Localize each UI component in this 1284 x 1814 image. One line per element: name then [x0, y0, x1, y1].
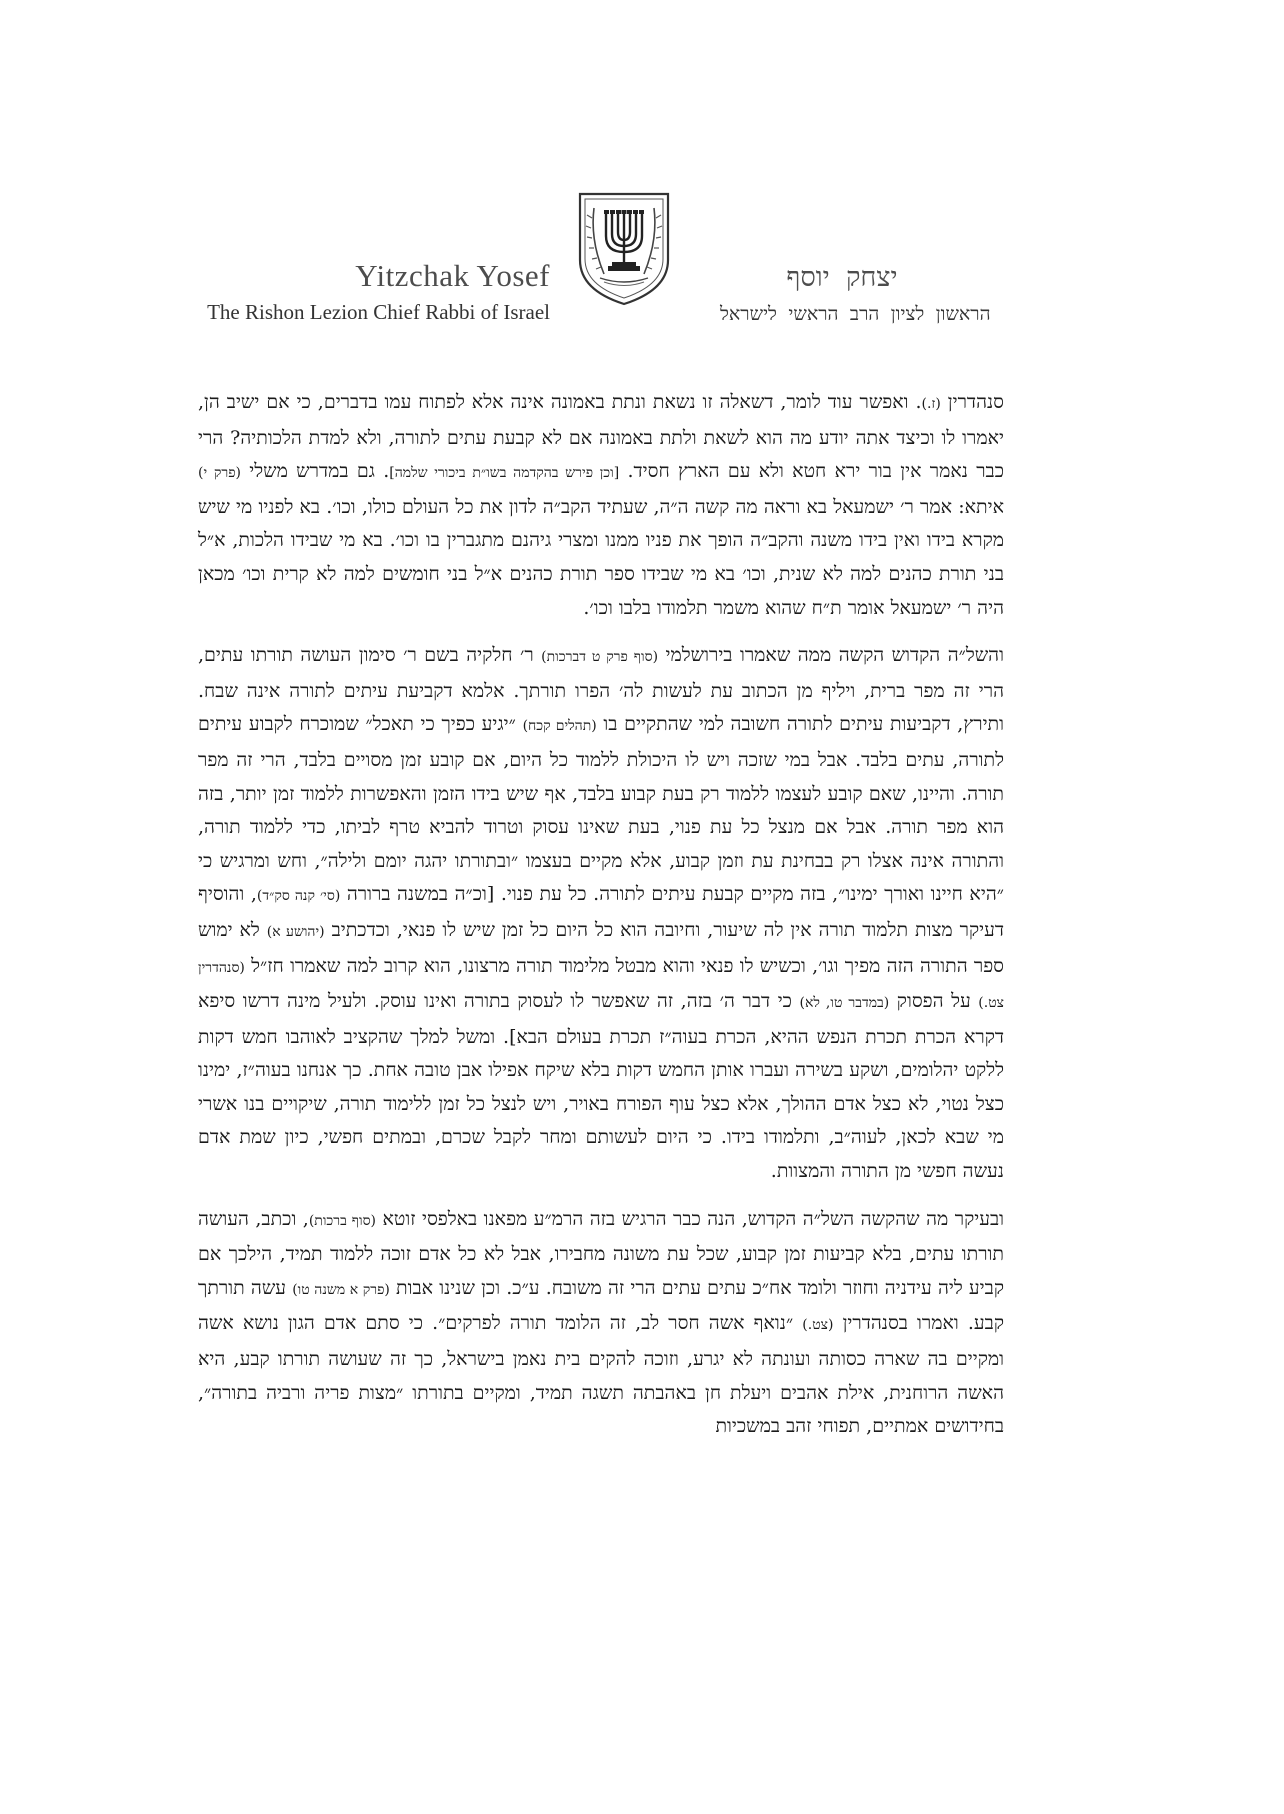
paragraph-text: והשל״ה הקדוש הקשה ממה שאמרו בירושלמי	[658, 644, 1004, 667]
citation: (סוף ברכות)	[308, 1212, 377, 1229]
paragraph-text: ובעיקר מה שהקשה השל״ה הקדוש, הנה כבר הרגיש בזה הרמ״ע מפאנו באלפסי זוטא	[376, 1207, 1004, 1230]
citation: (תהלים קכח)	[522, 718, 597, 735]
citation: (סי׳ קנה סק״ד)	[256, 888, 341, 905]
paragraph-text: סנהדרין	[940, 391, 1004, 413]
letter-body	[198, 386, 1004, 1458]
citation: (ז.)	[921, 396, 941, 412]
citation: (סנהדרין צט.)	[198, 959, 1004, 1012]
citation: (צט.)	[802, 1317, 834, 1334]
paragraph-text: . גם במדרש משלי	[241, 460, 390, 483]
rabbi-title-hebrew: הראשון לציון הרב הראשי לישראל	[720, 303, 991, 325]
citation: (פרק י)	[198, 465, 242, 482]
letterhead-hebrew	[720, 260, 1084, 328]
citation: (פרק א משנה טו)	[292, 1281, 390, 1298]
menorah-emblem-icon	[574, 190, 674, 308]
paragraph-text: על הפסוק	[889, 990, 979, 1013]
paragraph-text: לא ימוש ספר התורה הזה מפיך וגו׳, וכשיש לו פנאי והוא מבטל מלימוד תורה מרצונו, הוא קרוב למה שאמרו חז״ל	[198, 918, 1004, 977]
paragraph-text: כי דבר ה׳ בזה, זה שאפשר לו לעסוק בתורה ואינו עוסק. ולעיל מינה דרשו סיפא דקרא הכרת תכרת הנפש ההיא, הכרת בעוה״ז תכרת בעולם הבא]. ומשל למלך שהקציב לאוהבו חמש דקות ללקט יהלומים, ושקע בשירה ועברו אותן החמש דקות בלא שיקח אפילו אבן טובה אחת. כך אנחנו בעוה״ז, ימינו כצל נטוי, לא כצל אדם ההולך, אלא כצל עוף הפורח באויר, ויש לנצל כל זמן ללימוד תורה, שיקויים בנו אשרי מי שבא לכאן, לעוה״ב, ותלמודו בידו. כי היום לעשותם ומחר לקבל שכרם, ובמתים חפשי, כיון שמת אדם נעשה חפשי מן התורה והמצוות.	[198, 990, 1004, 1183]
citation: (סוף פרק ט דברכות)	[541, 649, 659, 666]
paragraph-text: , והוסיף דעיקר מצות תלמוד תורה אין לה שיעור, וחיובה הוא כל היום כל זמן שיש לו פנאי, וכדכתיב	[198, 883, 1004, 941]
body-paragraph	[198, 386, 1004, 625]
citation: [וכן פירש בהקדמה בשו״ת ביכורי שלמה]	[389, 465, 620, 482]
paragraph-text: ר׳ חלקיה בשם ר׳ סימון העושה תורתו עתים, הרי זה מפר ברית, ויליף מן הכתוב עת לעשות לה׳ הפרו תורתך. אלמא דקביעת עיתים לתורה אינה שבח. ותירץ, דקביעות עיתים לתורה חשובה למי שהתקיים בו	[198, 644, 1004, 736]
body-paragraph	[198, 639, 1004, 1189]
paragraph-text: . ואפשר עוד לומר, דשאלה זו נשאת ונתת באמונה אינה אלא לפתוח עמו בדברים, כי אם ישיב הן, יאמרו לו וכיצד אתה יודע מה הוא לשאת ולתת באמונה אם לא קבעת עתים לתורה, ולא למדת הלכותיה? הרי כבר נאמר אין בור ירא חטא ולא עם הארץ חסיד.	[198, 391, 1005, 483]
letterhead	[0, 190, 1284, 340]
letterhead-english	[150, 258, 550, 326]
paragraph-text: עשה תורתך קבע. ואמרו בסנהדרין	[198, 1276, 1004, 1335]
rabbi-name-hebrew: יצחק יוסף	[786, 262, 898, 293]
paragraph-text: ״נואף אשה חסר לב, זה הלומד תורה לפרקים״. כי סתם אדם הגון נושא אשה ומקיים בה שארה כסותה ועונתה לא יגרע, וזוכה להקים בית נאמן בישראל, כך זה שעושה תורתו קבע, היא האשה הרוחנית, אילת אהבים ויעלת חן באהבתה תשגה תמיד, ומקיים בתורתו ״מצות פריה ורביה בתורה״, בחידושים אמתיים, תפוחי זהב במשכיות	[198, 1312, 1004, 1438]
paragraph-text: ״יגיע כפיך כי תאכל״ שמוכרח לקבוע עיתים לתורה, עתים בלבד. אבל במי שזכה ויש לו היכולת ללמוד כל היום, אם קובע זמן מסויים בלבד, הרי זה מפר תורה. והיינו, שאם קובע לעצמו ללמוד רק בעת קבוע בלבד, אף שיש בידו הזמן והאפשרות ללמוד זמן יותר, בזה הוא מפר תורה. אבל אם מנצל כל עת פנוי, בעת שאינו עסוק וטרוד להביא טרף לביתו, כדי ללמוד תורה, והתורה אינה אצלו רק בבחינת עת וזמן קבוע, אלא מקיים בעצמו ״ובתורתו יהגה יומם ולילה״, וחש ומרגיש כי ״היא חיינו ואורך ימינו״, בזה מקיים קבעת עיתים לתורה. כל עת פנוי. [וכ״ה במשנה ברורה	[198, 713, 1004, 906]
body-paragraph	[198, 1203, 1004, 1444]
paragraph-text: , וכתב, העושה תורתו עתים, בלא קביעות זמן קבוע, שכל עת משונה מחבירו, אבל לא כל אדם זוכה ללמוד תמיד, הילכך אם קביע ליה עידניה וחוזר ולומד אח״כ עתים עתים הרי זה משובח. ע״כ. וכן שנינו אבות	[198, 1207, 1004, 1299]
citation: (יהושע א)	[266, 923, 325, 940]
citation: (במדבר טו, לא)	[799, 995, 890, 1012]
rabbi-title-english: The Rishon Lezion Chief Rabbi of Israel	[207, 300, 550, 324]
paragraph-text: איתא: אמר ר׳ ישמעאל בא וראה מה קשה ה״ה, שעתיד הקב״ה לדון את כל העולם כולו, וכו׳. בא לפניו מי שיש מקרא בידו ואין בידו משנה והקב״ה הופך את פניו ממנו ומצרי גיהנם מתגברין בו וכו׳. בא מי שבידו הלכות, א״ל בני תורת כהנים למה לא שנית, וכו׳ בא מי שבידו ספר תורת כהנים א״ל בני חומשים למה לא קרית וכו׳ מכאן היה ר׳ ישמעאל אומר ת״ח שהוא משמר תלמודו בלבו וכו׳.	[198, 495, 1004, 619]
rabbi-name-english: Yitzchak Yosef	[355, 258, 550, 293]
